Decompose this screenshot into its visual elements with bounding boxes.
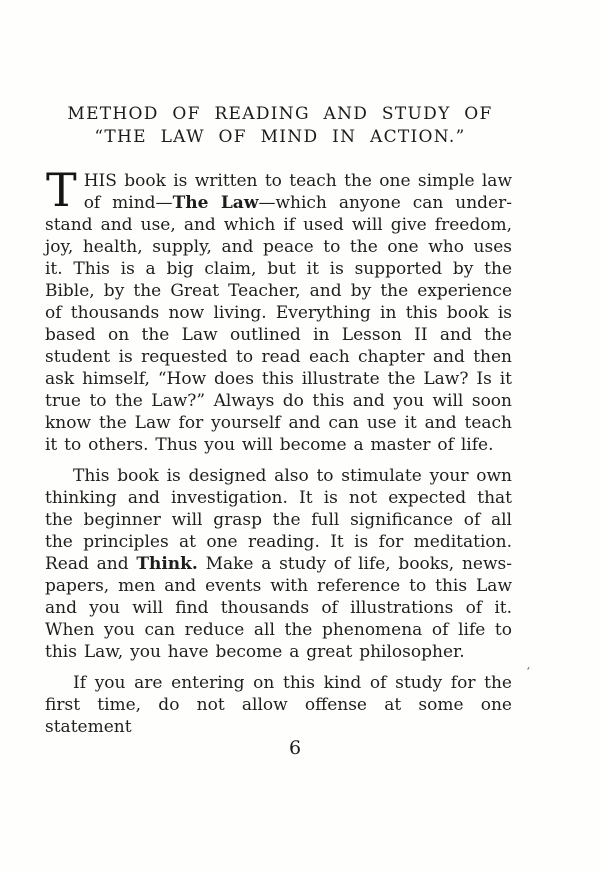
paragraph-3 (45, 672, 512, 738)
paragraph-1-rest: —which anyone can understand and use, and which if used will give freedom, joy, health, supply, and peace to the one who uses it. This is a big claim, but it is supported by the Bible, by the Great Teacher, and by the experience of thousands now living. Everything in this book is based on the Law outlined in Lesson II and the student is requested to read each chapter and then ask himself, “How does this illustrate the Law? Is it true to the Law?” Always do this and you will soon know the Law for yourself and can use it and teach it to others. Thus you will become a master of life. (45, 193, 512, 455)
page-title (45, 103, 515, 149)
body-text-block (45, 163, 512, 738)
scan-artifact: ‘ (525, 664, 531, 679)
bold-phrase-the-law: The Law (172, 193, 259, 213)
paragraph-2-seg1: This book is designed also to stimulate your own thinking and investigation. It is not expected that the beginner will grasp the full significance of all the principles at one reading. It is for meditation. Read and (45, 466, 512, 574)
paragraph-1 (45, 163, 512, 456)
page-number: 6 (288, 737, 302, 759)
bold-word-think: Think. (136, 554, 198, 574)
paragraph-2-seg2: Make a study of life, books, newspapers, men and events with reference to this Law and you will find thousands of illustrations of it. When you can reduce all the phenomena of life to this Law, you have become a great philosopher. (45, 554, 512, 662)
title-line-2: “THE LAW OF MIND IN ACTION.” (94, 127, 466, 147)
dropcap-letter: T (46, 163, 77, 217)
paragraph-1-lead: HIS book is written to teach the one simple law of mind— (83, 171, 512, 213)
title-line-1: METHOD OF READING AND STUDY OF (67, 104, 493, 124)
paragraph-2 (45, 465, 512, 663)
paragraph-3-text: If you are entering on this kind of study for the first time, do not allow offense at some one statement (45, 673, 512, 737)
